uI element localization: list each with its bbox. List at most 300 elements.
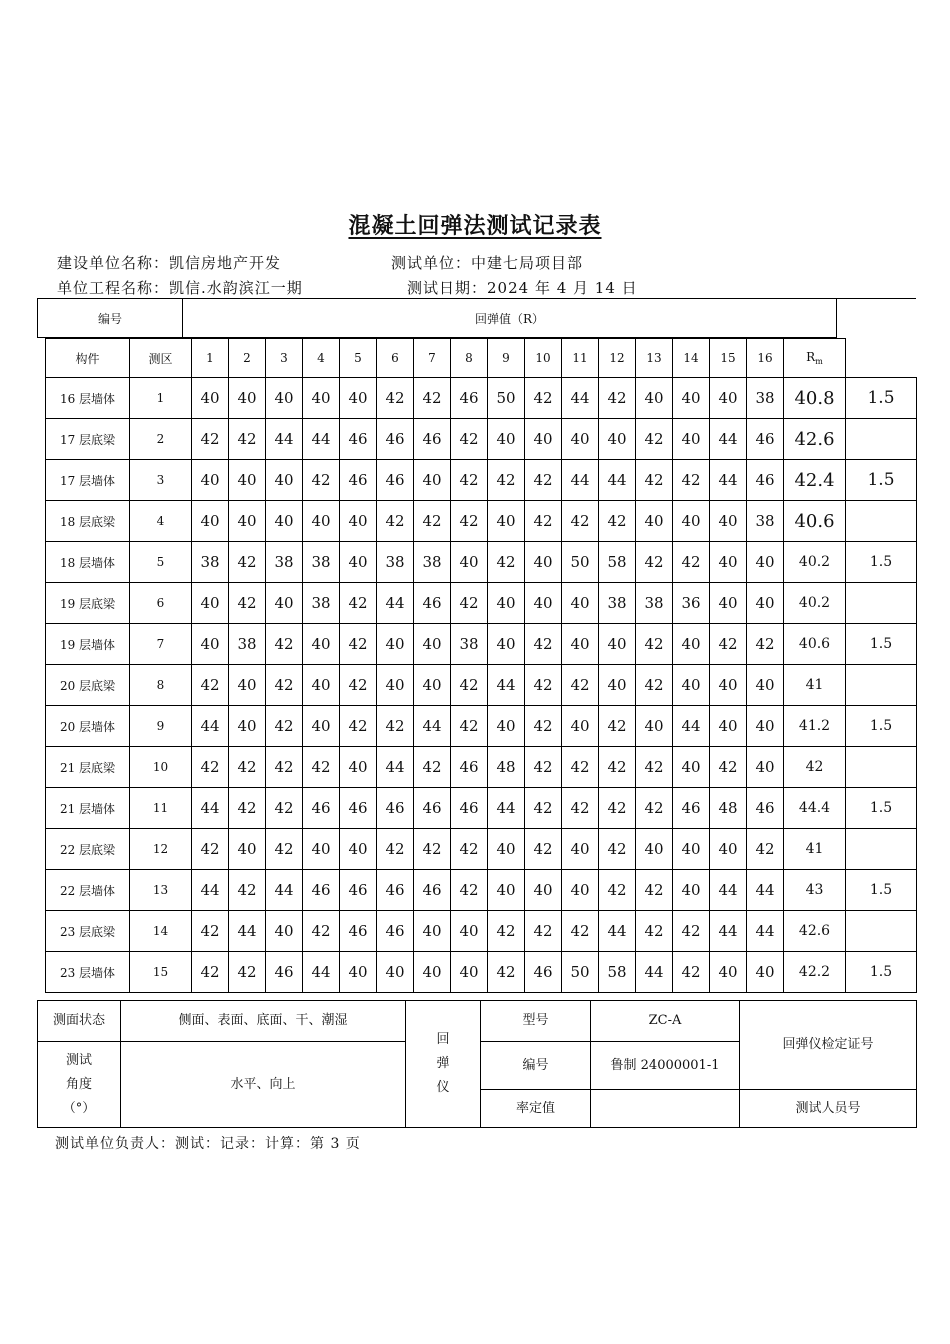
reading-cell: 40 <box>710 583 747 624</box>
reading-cell: 40 <box>562 706 599 747</box>
reading-cell: 44 <box>710 419 747 460</box>
reading-cell: 40 <box>451 542 488 583</box>
zone-cell: 12 <box>130 829 192 870</box>
estimate-cell <box>846 583 917 624</box>
reading-cell: 40 <box>710 542 747 583</box>
rm-cell: 40.2 <box>784 542 846 583</box>
reading-cell: 42 <box>377 829 414 870</box>
estimate-cell: 1.5 <box>846 460 917 501</box>
table-row <box>46 952 917 993</box>
est-header-blank <box>846 339 917 378</box>
rm-cell: 41 <box>784 829 846 870</box>
component-cell: 23 层底梁 <box>46 911 130 952</box>
operator-label: 测试人员号 <box>740 1090 917 1128</box>
zone-cell: 13 <box>130 870 192 911</box>
zone-header: 测区 <box>130 339 192 378</box>
reading-cell: 40 <box>488 583 525 624</box>
reading-cell: 44 <box>710 911 747 952</box>
point-header: 15 <box>710 339 747 378</box>
reading-cell: 46 <box>266 952 303 993</box>
reading-cell: 42 <box>599 747 636 788</box>
zone-cell: 11 <box>130 788 192 829</box>
reading-cell: 42 <box>451 665 488 706</box>
estimate-cell: 1.5 <box>846 624 917 665</box>
table-header-row <box>46 339 917 378</box>
reading-cell: 40 <box>414 665 451 706</box>
reading-cell: 46 <box>451 747 488 788</box>
reading-cell: 42 <box>266 665 303 706</box>
reading-cell: 46 <box>377 870 414 911</box>
table-row <box>46 542 917 583</box>
reading-cell: 40 <box>525 419 562 460</box>
table-row <box>46 624 917 665</box>
reading-cell: 40 <box>636 706 673 747</box>
model-label: 型号 <box>481 1001 591 1042</box>
reading-cell: 40 <box>303 624 340 665</box>
reading-cell: 42 <box>340 706 377 747</box>
reading-cell: 42 <box>636 419 673 460</box>
reading-cell: 42 <box>229 952 266 993</box>
reading-cell: 42 <box>192 419 229 460</box>
reading-cell: 40 <box>747 542 784 583</box>
reading-cell: 42 <box>414 747 451 788</box>
reading-cell: 40 <box>599 624 636 665</box>
reading-cell: 42 <box>599 829 636 870</box>
reading-cell: 40 <box>747 665 784 706</box>
reading-cell: 40 <box>562 624 599 665</box>
reading-cell: 44 <box>747 911 784 952</box>
zone-cell: 8 <box>130 665 192 706</box>
reading-cell: 40 <box>525 870 562 911</box>
reading-cell: 46 <box>340 460 377 501</box>
reading-cell: 42 <box>636 460 673 501</box>
zone-cell: 2 <box>130 419 192 460</box>
estimate-cell <box>846 501 917 542</box>
reading-cell: 46 <box>673 788 710 829</box>
reading-cell: 46 <box>377 460 414 501</box>
point-header: 1 <box>192 339 229 378</box>
reading-cell: 44 <box>710 460 747 501</box>
reading-cell: 40 <box>414 460 451 501</box>
rm-header: $R_m$ <box>784 339 846 378</box>
component-cell: 18 层墙体 <box>46 542 130 583</box>
reading-cell: 44 <box>377 747 414 788</box>
reading-cell: 40 <box>229 378 266 419</box>
reading-cell: 46 <box>340 788 377 829</box>
reading-cell: 42 <box>673 952 710 993</box>
reading-cell: 40 <box>229 665 266 706</box>
reading-cell: 42 <box>451 583 488 624</box>
reading-cell: 42 <box>636 624 673 665</box>
reading-cell: 42 <box>525 624 562 665</box>
reading-cell: 40 <box>673 870 710 911</box>
reading-cell: 42 <box>192 829 229 870</box>
reading-cell: 58 <box>599 542 636 583</box>
reading-cell: 42 <box>340 583 377 624</box>
reading-cell: 46 <box>414 788 451 829</box>
reading-cell: 58 <box>599 952 636 993</box>
rm-cell: 41 <box>784 665 846 706</box>
reading-cell: 40 <box>673 747 710 788</box>
reading-cell: 42 <box>599 378 636 419</box>
reading-cell: 42 <box>525 460 562 501</box>
tester-value: 中建七局项目部 <box>471 254 584 272</box>
reading-cell: 46 <box>377 419 414 460</box>
zone-cell: 14 <box>130 911 192 952</box>
reading-cell: 40 <box>229 706 266 747</box>
reading-cell: 44 <box>303 419 340 460</box>
reading-cell: 40 <box>303 378 340 419</box>
reading-cell: 42 <box>266 747 303 788</box>
reading-cell: 40 <box>673 624 710 665</box>
reading-cell: 40 <box>266 911 303 952</box>
angle-value: 水平、向上 <box>121 1042 406 1128</box>
reading-cell: 44 <box>266 870 303 911</box>
reading-cell: 46 <box>525 952 562 993</box>
reading-cell: 40 <box>266 460 303 501</box>
header-top-rule <box>836 298 916 299</box>
reading-cell: 40 <box>562 829 599 870</box>
estimate-cell: 1.5 <box>846 870 917 911</box>
reading-cell: 42 <box>192 952 229 993</box>
reading-cell: 40 <box>673 378 710 419</box>
reading-cell: 42 <box>229 419 266 460</box>
reading-cell: 40 <box>377 952 414 993</box>
rm-cell: 42.2 <box>784 952 846 993</box>
reading-cell: 46 <box>414 583 451 624</box>
table-row <box>46 829 917 870</box>
reading-cell: 38 <box>303 542 340 583</box>
reading-cell: 38 <box>192 542 229 583</box>
reading-cell: 38 <box>451 624 488 665</box>
reading-cell: 38 <box>229 624 266 665</box>
page-footer: 测试单位负责人：测试：记录：计算：第 3 页 <box>55 1136 361 1152</box>
reading-cell: 42 <box>340 665 377 706</box>
zone-cell: 5 <box>130 542 192 583</box>
reading-cell: 44 <box>229 911 266 952</box>
reading-cell: 46 <box>451 378 488 419</box>
reading-cell: 42 <box>599 706 636 747</box>
reading-cell: 42 <box>636 542 673 583</box>
reading-cell: 44 <box>599 911 636 952</box>
reading-cell: 42 <box>636 911 673 952</box>
project-label: 单位工程名称： <box>57 279 170 297</box>
reading-cell: 38 <box>377 542 414 583</box>
date-info <box>407 277 638 298</box>
estimate-cell <box>846 747 917 788</box>
estimate-cell <box>846 419 917 460</box>
rm-cell: 40.8 <box>784 378 846 419</box>
reading-cell: 44 <box>488 788 525 829</box>
reading-cell: 42 <box>192 747 229 788</box>
reading-cell: 46 <box>377 788 414 829</box>
reading-cell: 40 <box>562 419 599 460</box>
tester-info <box>391 252 583 273</box>
reading-cell: 44 <box>747 870 784 911</box>
zone-cell: 9 <box>130 706 192 747</box>
reading-cell: 40 <box>192 583 229 624</box>
instrument-table <box>37 1000 917 1128</box>
point-header: 4 <box>303 339 340 378</box>
reading-cell: 40 <box>303 706 340 747</box>
component-cell: 19 层墙体 <box>46 624 130 665</box>
component-cell: 16 层墙体 <box>46 378 130 419</box>
reading-cell: 40 <box>414 952 451 993</box>
reading-cell: 40 <box>451 911 488 952</box>
reading-cell: 50 <box>562 542 599 583</box>
reading-cell: 46 <box>414 870 451 911</box>
reading-cell: 40 <box>488 706 525 747</box>
zone-cell: 15 <box>130 952 192 993</box>
reading-cell: 38 <box>747 501 784 542</box>
reading-cell: 44 <box>303 952 340 993</box>
date-value: 2024 年 4 月 14 日 <box>487 279 638 297</box>
reading-cell: 40 <box>303 501 340 542</box>
reading-cell: 40 <box>488 419 525 460</box>
reading-cell: 42 <box>303 460 340 501</box>
reading-cell: 40 <box>377 665 414 706</box>
reading-cell: 40 <box>414 624 451 665</box>
zone-cell: 7 <box>130 624 192 665</box>
rm-cell: 42.6 <box>784 419 846 460</box>
reading-cell: 42 <box>525 829 562 870</box>
table-row <box>46 788 917 829</box>
component-cell: 20 层墙体 <box>46 706 130 747</box>
reading-cell: 40 <box>488 829 525 870</box>
reading-cell: 40 <box>229 501 266 542</box>
table-row <box>46 665 917 706</box>
date-label: 测试日期： <box>407 279 488 297</box>
reading-cell: 38 <box>303 583 340 624</box>
reading-cell: 40 <box>673 665 710 706</box>
reading-cell: 42 <box>266 624 303 665</box>
component-cell: 20 层底梁 <box>46 665 130 706</box>
estimate-cell <box>846 911 917 952</box>
builder-value: 凯信房地产开发 <box>169 254 282 272</box>
reading-cell: 42 <box>340 624 377 665</box>
reading-cell: 40 <box>488 624 525 665</box>
reading-cell: 42 <box>525 665 562 706</box>
reading-cell: 44 <box>562 460 599 501</box>
component-cell: 22 层墙体 <box>46 870 130 911</box>
reading-cell: 40 <box>340 829 377 870</box>
reading-cell: 50 <box>488 378 525 419</box>
reading-cell: 42 <box>377 501 414 542</box>
point-header: 5 <box>340 339 377 378</box>
reading-cell: 40 <box>451 952 488 993</box>
reading-cell: 42 <box>488 952 525 993</box>
zone-cell: 6 <box>130 583 192 624</box>
point-header: 3 <box>266 339 303 378</box>
reading-cell: 38 <box>636 583 673 624</box>
point-header: 8 <box>451 339 488 378</box>
reading-cell: 46 <box>747 419 784 460</box>
calib-value <box>591 1090 740 1128</box>
rm-cell: 42.6 <box>784 911 846 952</box>
reading-cell: 42 <box>377 706 414 747</box>
reading-cell: 42 <box>192 665 229 706</box>
serial-label: 编号 <box>481 1042 591 1090</box>
reading-cell: 40 <box>340 952 377 993</box>
reading-cell: 40 <box>747 952 784 993</box>
reading-cell: 46 <box>451 788 488 829</box>
reading-cell: 42 <box>562 501 599 542</box>
number-label: 编号 <box>38 299 183 338</box>
reading-cell: 42 <box>451 419 488 460</box>
reading-cell: 40 <box>340 501 377 542</box>
reading-cell: 40 <box>192 624 229 665</box>
reading-cell: 42 <box>525 501 562 542</box>
angle-label: 测试 角度 （°） <box>38 1042 121 1128</box>
reading-cell: 38 <box>599 583 636 624</box>
reading-cell: 40 <box>747 706 784 747</box>
reading-cell: 40 <box>377 624 414 665</box>
reading-cell: 46 <box>340 419 377 460</box>
reading-cell: 42 <box>562 911 599 952</box>
reading-cell: 42 <box>488 542 525 583</box>
reading-cell: 42 <box>562 665 599 706</box>
project-info <box>57 277 303 298</box>
reading-cell: 40 <box>710 829 747 870</box>
reading-cell: 42 <box>229 788 266 829</box>
reading-cell: 42 <box>562 788 599 829</box>
reading-cell: 42 <box>451 501 488 542</box>
reading-cell: 42 <box>451 829 488 870</box>
reading-cell: 44 <box>488 665 525 706</box>
estimate-cell <box>846 665 917 706</box>
reading-cell: 42 <box>266 706 303 747</box>
reading-cell: 44 <box>266 419 303 460</box>
reading-cell: 42 <box>562 747 599 788</box>
table-row <box>46 911 917 952</box>
reading-cell: 40 <box>266 501 303 542</box>
zone-cell: 1 <box>130 378 192 419</box>
reading-cell: 40 <box>747 583 784 624</box>
hammer-label: 回 弹 仪 <box>406 1001 481 1128</box>
reading-cell: 42 <box>451 706 488 747</box>
rebound-label: 回弹值（R） <box>183 299 837 338</box>
reading-cell: 42 <box>414 378 451 419</box>
reading-cell: 40 <box>673 419 710 460</box>
reading-cell: 40 <box>303 829 340 870</box>
reading-cell: 40 <box>229 829 266 870</box>
component-header: 构件 <box>46 339 130 378</box>
reading-cell: 44 <box>192 870 229 911</box>
reading-cell: 40 <box>636 378 673 419</box>
rm-cell: 40.6 <box>784 624 846 665</box>
reading-cell: 42 <box>710 747 747 788</box>
reading-cell: 42 <box>414 829 451 870</box>
rm-cell: 40.6 <box>784 501 846 542</box>
reading-cell: 40 <box>414 911 451 952</box>
surface-label: 测面状态 <box>38 1001 121 1042</box>
reading-cell: 38 <box>414 542 451 583</box>
reading-cell: 44 <box>377 583 414 624</box>
reading-cell: 48 <box>710 788 747 829</box>
reading-cell: 40 <box>488 870 525 911</box>
reading-cell: 42 <box>266 829 303 870</box>
reading-cell: 40 <box>266 583 303 624</box>
reading-cell: 42 <box>303 911 340 952</box>
reading-cell: 42 <box>229 583 266 624</box>
point-header: 16 <box>747 339 784 378</box>
reading-cell: 40 <box>340 747 377 788</box>
reading-cell: 42 <box>525 378 562 419</box>
tester-label: 测试单位： <box>391 254 472 272</box>
builder-info <box>57 252 281 273</box>
table-row <box>46 706 917 747</box>
reading-cell: 40 <box>303 665 340 706</box>
surface-value: 侧面、表面、底面、干、潮湿 <box>121 1001 406 1042</box>
reading-cell: 44 <box>192 706 229 747</box>
reading-cell: 40 <box>266 378 303 419</box>
reading-cell: 42 <box>229 747 266 788</box>
estimate-cell: 1.5 <box>846 952 917 993</box>
point-header: 7 <box>414 339 451 378</box>
reading-cell: 46 <box>340 870 377 911</box>
reading-cell: 44 <box>673 706 710 747</box>
reading-cell: 46 <box>340 911 377 952</box>
reading-cell: 42 <box>636 788 673 829</box>
point-header: 10 <box>525 339 562 378</box>
reading-cell: 42 <box>377 378 414 419</box>
rm-cell: 41.2 <box>784 706 846 747</box>
reading-cell: 42 <box>451 460 488 501</box>
reading-cell: 42 <box>266 788 303 829</box>
component-cell: 19 层底梁 <box>46 583 130 624</box>
estimate-cell: 1.5 <box>846 542 917 583</box>
reading-cell: 42 <box>673 460 710 501</box>
reading-cell: 40 <box>710 665 747 706</box>
reading-cell: 40 <box>636 829 673 870</box>
reading-cell: 42 <box>747 829 784 870</box>
rm-cell: 43 <box>784 870 846 911</box>
reading-cell: 42 <box>599 870 636 911</box>
point-header: 6 <box>377 339 414 378</box>
reading-cell: 40 <box>673 501 710 542</box>
reading-cell: 42 <box>747 624 784 665</box>
reading-cell: 38 <box>266 542 303 583</box>
table-row <box>46 583 917 624</box>
reading-cell: 40 <box>710 952 747 993</box>
reading-cell: 42 <box>525 747 562 788</box>
reading-cell: 40 <box>192 501 229 542</box>
reading-cell: 44 <box>192 788 229 829</box>
reading-cell: 40 <box>192 378 229 419</box>
reading-cell: 36 <box>673 583 710 624</box>
component-cell: 18 层底梁 <box>46 501 130 542</box>
reading-cell: 42 <box>636 665 673 706</box>
zone-cell: 4 <box>130 501 192 542</box>
reading-cell: 40 <box>599 419 636 460</box>
reading-cell: 40 <box>525 542 562 583</box>
table-row <box>46 747 917 788</box>
table-row <box>46 870 917 911</box>
serial-value: 鲁制 24000001-1 <box>591 1042 740 1090</box>
reading-cell: 42 <box>673 911 710 952</box>
point-header: 11 <box>562 339 599 378</box>
reading-cell: 44 <box>710 870 747 911</box>
cert-label: 回弹仪检定证号 <box>740 1001 917 1090</box>
estimate-cell: 1.5 <box>846 378 917 419</box>
reading-cell: 48 <box>488 747 525 788</box>
reading-cell: 40 <box>488 501 525 542</box>
reading-cell: 40 <box>599 665 636 706</box>
estimate-cell <box>846 829 917 870</box>
component-cell: 23 层墙体 <box>46 952 130 993</box>
header-number-table <box>37 298 837 338</box>
reading-cell: 40 <box>229 460 266 501</box>
